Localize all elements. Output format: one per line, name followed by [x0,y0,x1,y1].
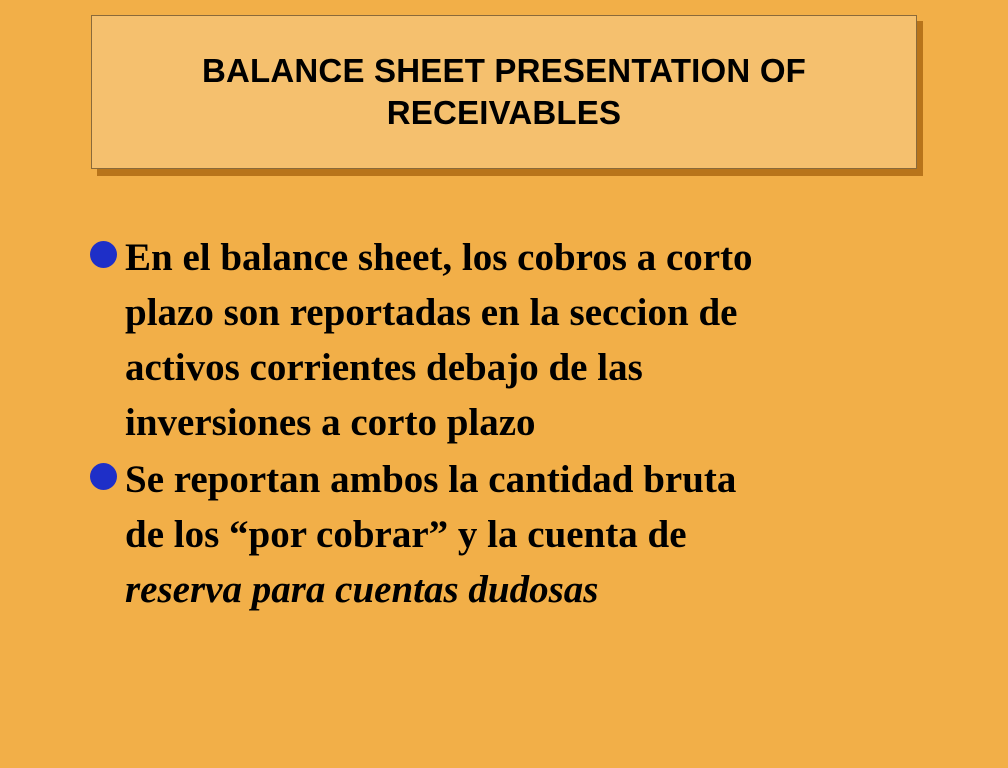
bullet-text-line: Se reportan ambos la cantidad bruta [125,458,737,501]
title-box [91,15,917,169]
bullet-item-1 [84,230,914,450]
bullet-dot-icon [90,241,117,268]
bullet-text-line: inversiones a corto plazo [125,401,536,444]
bullet-text-line: de los “por cobrar” y la cuenta de [125,513,687,556]
bullet-text-line: activos corrientes debajo de las [125,346,643,389]
bullet-dot-icon [90,463,117,490]
bullet-text-italic-line: reserva para cuentas dudosas [125,568,599,611]
bullet-item-2 [84,452,914,617]
bullet-list [84,230,914,619]
slide-title: BALANCE SHEET PRESENTATION OF RECEIVABLES [201,52,807,131]
bullet-text-line: plazo son reportadas en la seccion de [125,291,738,334]
bullet-text-line: En el balance sheet, los cobros a corto [125,236,753,279]
